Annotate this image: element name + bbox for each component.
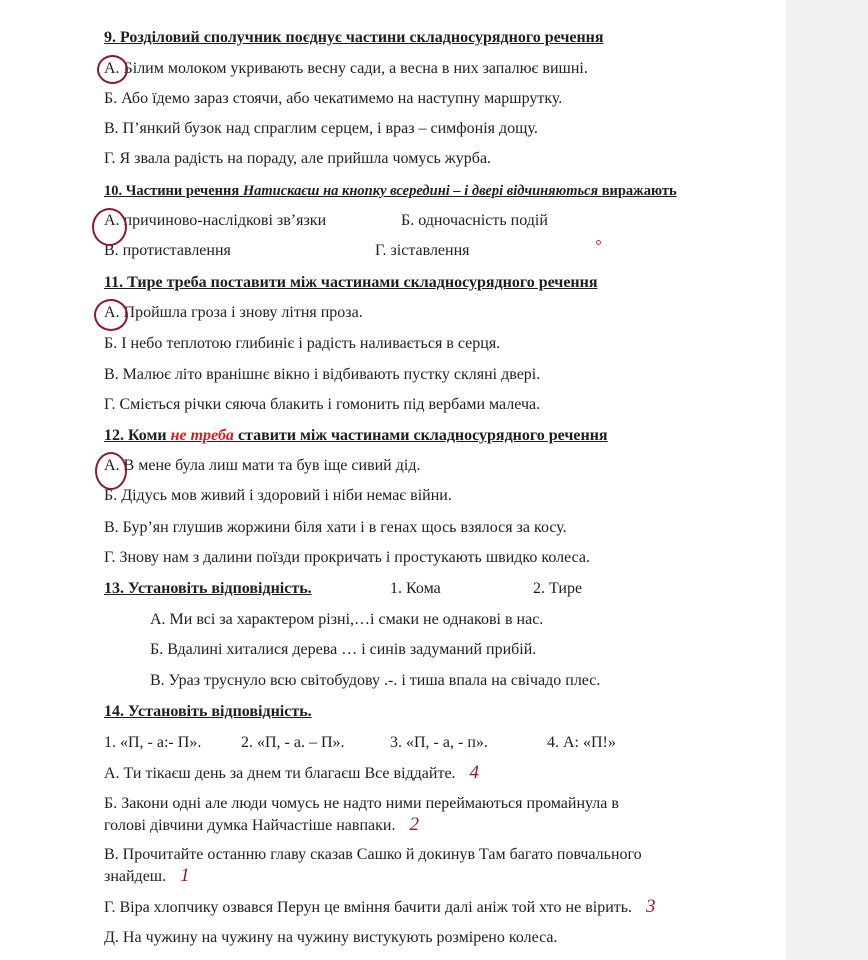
q14-answer-d: 3 <box>646 896 656 917</box>
q9-option-a: А. Білим молоком укривають весну сади, а весна в них запалює вишні. <box>104 60 588 77</box>
q12-heading: 12. Коми не треба ставити між частинами складносурядного речення <box>104 427 608 444</box>
q10-heading: 10. Частини речення Натискаєш на кнопку всередині – і двері відчиняються виражають <box>104 183 677 199</box>
q11-heading: 11. Тире треба поставити між частинами складносурядного речення <box>104 274 598 291</box>
q14-scheme-2: 2. «П, - а. – П». <box>241 734 345 751</box>
stray-mark <box>596 240 601 245</box>
q13-item-b: Б. Вдалині хиталися дерева … і синів задуманий прибій. <box>150 641 537 658</box>
q9-heading: 9. Розділовий сполучник поєднує частини складносурядного речення <box>104 29 604 46</box>
q11-option-b: Б. І небо теплотою глибиніє і радість наливається в серця. <box>104 335 501 352</box>
q10-option-b: Б. одночасність подій <box>401 212 548 229</box>
q9-option-c: В. П’янкий бузок над спраглим серцем, і враз – симфонія дощу. <box>104 120 538 137</box>
q14-item-c-cont: знайдеш. 1 <box>104 865 190 886</box>
q11-option-d: Г. Сміється річки сяюча блакить і гомонить під вербами малеча. <box>104 396 541 413</box>
q12-answer-circle <box>95 452 127 490</box>
q13-column-2: 2. Тире <box>533 580 583 597</box>
q12-option-d: Г. Знову нам з далини поїзди прокричать і простукають швидко колеса. <box>104 549 590 566</box>
q14-scheme-1: 1. «П, - а:- П». <box>104 734 202 751</box>
q13-item-a: А. Ми всі за характером різні,…і смаки не однакові в нас. <box>150 611 544 628</box>
q13-column-1: 1. Кома <box>390 580 441 597</box>
q14-item-b-cont: голові дівчини думка Найчастіше навпаки. 2 <box>104 814 419 835</box>
q14-answer-c: 1 <box>180 865 190 886</box>
q13-heading: 13. Установіть відповідність. <box>104 580 312 597</box>
q9-option-b: Б. Або їдемо зараз стоячи, або чекатимемо на наступну маршрутку. <box>104 90 563 107</box>
q10-option-d: Г. зіставлення <box>375 242 470 259</box>
q14-heading: 14. Установіть відповідність. <box>104 703 312 720</box>
q14-item-a: А. Ти тікаєш день за днем ти благаєш Все віддайте. 4 <box>104 762 480 783</box>
q9-option-d: Г. Я звала радість на пораду, але прийшла чомусь журба. <box>104 150 492 167</box>
q14-answer-b: 2 <box>409 814 419 835</box>
q10-answer-circle <box>92 208 127 246</box>
q12-option-c: В. Бур’ян глушив жоржини біля хати і в генах щось взялося за косу. <box>104 519 567 536</box>
q10-option-a: А. причиново-наслідкові зв’язки <box>104 212 327 229</box>
q11-option-a: А. Пройшла гроза і знову літня проза. <box>104 304 363 321</box>
q11-option-c: В. Малює літо вранішнє вікно і відбивають пустку скляні двері. <box>104 366 541 383</box>
q10-option-c: В. протиставлення <box>104 242 231 259</box>
q14-item-b: Б. Закони одні але люди чомусь не надто ними переймаються промайнула в <box>104 795 619 812</box>
q14-answer-a: 4 <box>469 762 480 783</box>
q14-item-e: Д. На чужину на чужину на чужину вистукують розмірено колеса. <box>104 929 558 946</box>
q14-item-c: В. Прочитайте останню главу сказав Сашко й докинув Там багато повчального <box>104 846 642 863</box>
q12-option-b: Б. Дідусь мов живий і здоровий і ніби немає війни. <box>104 487 452 504</box>
q14-scheme-3: 3. «П, - а, - п». <box>390 734 488 751</box>
q13-item-c: В. Ураз труснуло всю світобудову .-. і тиша впала на свічадо плес. <box>150 672 601 689</box>
q14-scheme-4: 4. А: «П!» <box>547 734 616 751</box>
q12-option-a: А. В мене була лиш мати та був іще сивий дід. <box>104 457 421 474</box>
right-margin-panel <box>786 0 868 960</box>
q11-answer-circle <box>94 299 128 331</box>
q14-item-d: Г. Віра хлопчику озвався Перун це вміння бачити далі аніж той хто не вірить. 3 <box>104 896 656 917</box>
q9-answer-circle <box>97 55 128 84</box>
